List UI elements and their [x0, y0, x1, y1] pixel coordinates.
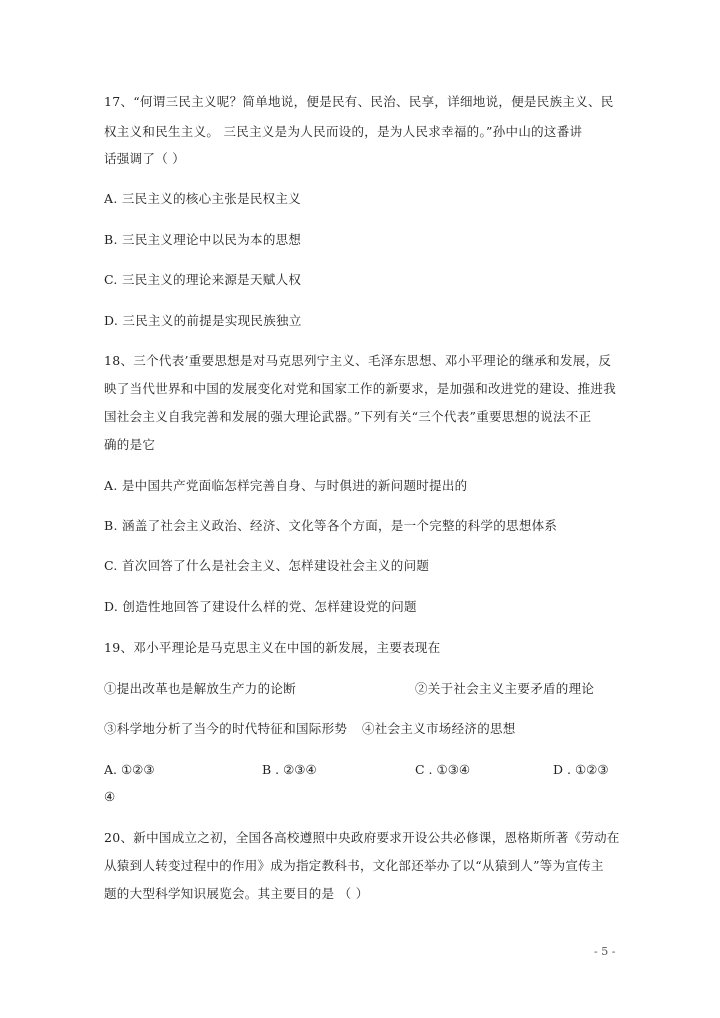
q18-option-d[interactable]: D. 创造性地回答了建设什么样的党、怎样建设党的问题	[104, 599, 417, 614]
q18-stem-line-3: 国社会主义自我完善和发展的强大理论武器。”下列有关“三个代表”重要思想的说法不正	[104, 409, 592, 424]
q17-option-b[interactable]: B. 三民主义理论中以民为本的思想	[104, 232, 302, 247]
q17-option-c[interactable]: C. 三民主义的理论来源是天赋人权	[104, 272, 302, 287]
q19-item-4: ④社会主义市场经济的思想	[362, 721, 516, 736]
q17-stem-line-3: 话强调了（ ）	[104, 151, 186, 166]
q17-option-a[interactable]: A. 三民主义的核心主张是民权主义	[104, 191, 302, 206]
q19-option-d[interactable]: D . ①②③	[553, 762, 609, 777]
q19-option-b[interactable]: B . ②③④	[262, 762, 317, 777]
q17-stem-line-2: 权主义和民生主义。 三民主义是为人民而设的，是为人民求幸福的。”孙中山的这番讲	[104, 124, 583, 139]
q18-stem-line-1: 18、三个代表’重要思想是对马克思列宁主义、毛泽东思想、邓小平理论的继承和发展，反	[104, 353, 612, 368]
q20-stem-line-2: 从猿到人转变过程中的作用》成为指定教科书，文化部还举办了以“从猿到人”等为宣传主	[104, 858, 604, 873]
q19-option-a[interactable]: A. ①②③	[104, 762, 155, 777]
q19-stem: 19、邓小平理论是马克思主义在中国的新发展，主要表现在	[104, 640, 441, 655]
q19-item-1: ①提出改革也是解放生产力的论断	[104, 681, 297, 696]
q17-option-d[interactable]: D. 三民主义的前提是实现民族独立	[104, 313, 302, 328]
q19-option-c[interactable]: C . ①③④	[415, 762, 471, 777]
q18-option-c[interactable]: C. 首次回答了什么是社会主义、怎样建设社会主义的问题	[104, 558, 430, 573]
q20-stem-line-3: 题的大型科学知识展览会。其主要目的是 （ ）	[104, 886, 369, 901]
q18-option-a[interactable]: A. 是中国共产党面临怎样完善自身、与时俱进的新问题时提出的	[104, 478, 468, 493]
page-number: - 5 -	[594, 945, 616, 958]
q18-stem-line-2: 映了当代世界和中国的发展变化对党和国家工作的新要求，是加强和改进党的建设、推进我	[104, 381, 617, 396]
q17-stem-line-1: 17、“何谓三民主义呢？简单地说，便是民有、民治、民享，详细地说，便是民族主义、民	[104, 94, 614, 109]
q20-stem-line-1: 20、新中国成立之初，全国各高校遵照中央政府要求开设公共必修课，恩格斯所著《劳动在	[104, 830, 620, 845]
q19-item-2: ②关于社会主义主要矛盾的理论	[415, 681, 595, 696]
q19-option-d-wrap: ④	[104, 789, 116, 804]
q19-item-3: ③科学地分析了当今的时代特征和国际形势	[104, 721, 348, 736]
q18-stem-line-4: 确的是它	[104, 437, 156, 452]
q18-option-b[interactable]: B. 涵盖了社会主义政治、经济、文化等各个方面，是一个完整的科学的思想体系	[104, 518, 558, 533]
